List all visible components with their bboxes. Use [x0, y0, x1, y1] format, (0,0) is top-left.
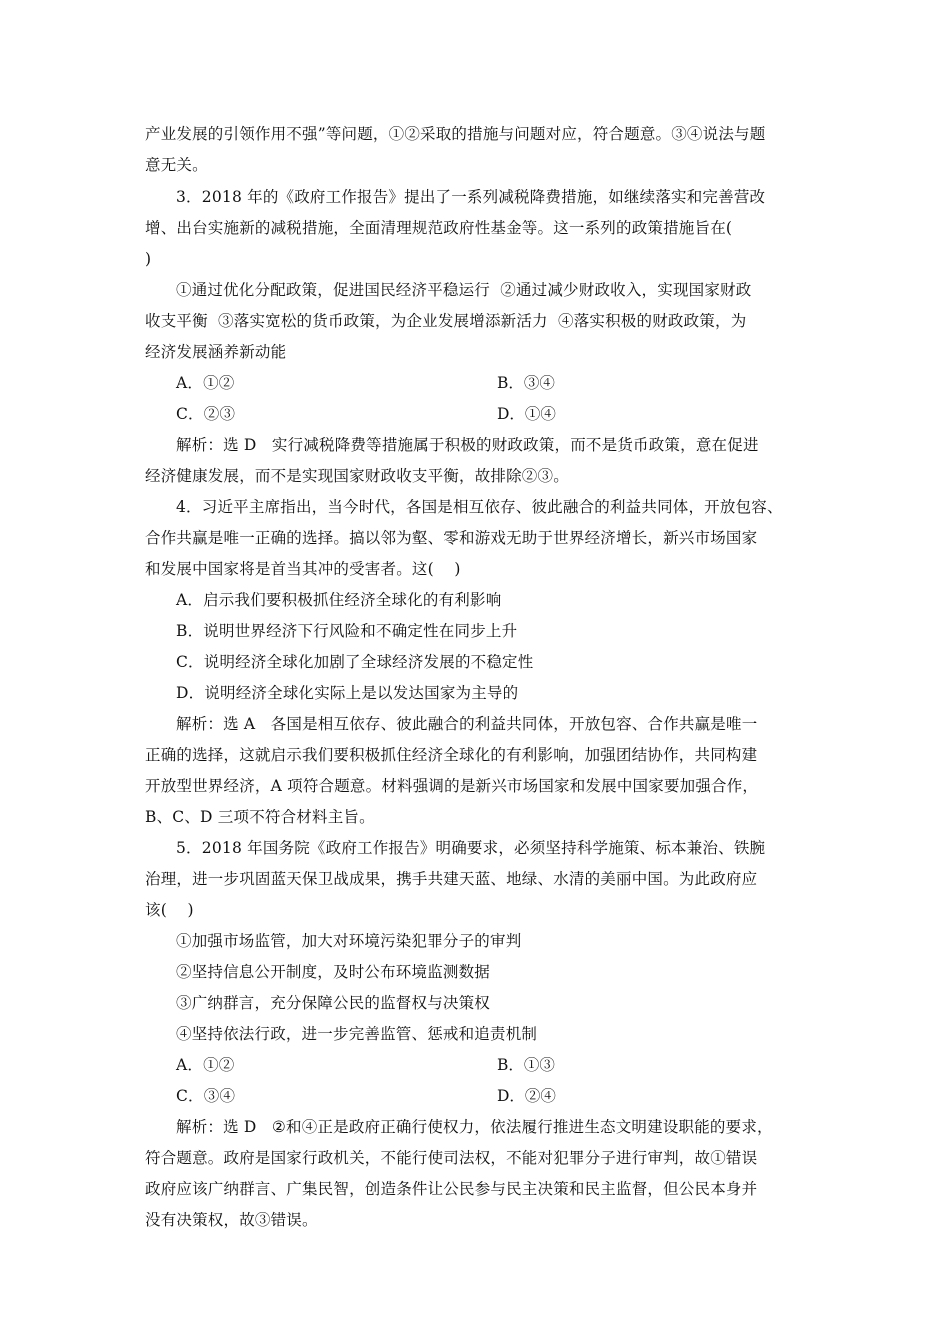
q3-stem-line: ) — [145, 250, 152, 268]
q4-analysis-line: 正确的选择，这就启示我们要积极抓住经济全球化的有利影响，加强团结协作，共同构建 — [145, 746, 758, 764]
q5-statement-line: ④坚持依法行政，进一步完善监管、惩戒和追责机制 — [176, 1025, 538, 1043]
q5-statement-line: ②坚持信息公开制度，及时公布环境监测数据 — [176, 963, 491, 981]
q4-stem-line: 和发展中国家将是首当其冲的受害者。这( ) — [145, 560, 461, 578]
q3-statement-line: ①通过优化分配政策，促进国民经济平稳运行 ②通过减少财政收入，实现国家财政 — [176, 281, 752, 299]
q5-analysis-line: 政府应该广纳群言、广集民智，创造条件让公民参与民主决策和民主监督，但公民本身并 — [145, 1180, 758, 1198]
q5-option-c: C．③④ — [176, 1087, 236, 1105]
q4-option-d: D．说明经济全球化实际上是以发达国家为主导的 — [176, 684, 519, 702]
q5-option-d: D．②④ — [497, 1087, 556, 1105]
q3-analysis-line: 经济健康发展，而不是实现国家财政收支平衡，故排除②③。 — [145, 467, 569, 485]
q5-analysis-line: 没有决策权，故③错误。 — [145, 1211, 318, 1229]
q5-analysis-line: 符合题意。政府是国家行政机关，不能行使司法权，不能对犯罪分子进行审判，故①错误 — [145, 1149, 758, 1167]
q3-stem-line: 3．2018 年的《政府工作报告》提出了一系列减税降费措施，如继续落实和完善营改 — [176, 188, 766, 206]
q4-analysis-line: B、C、D 三项不符合材料主旨。 — [145, 808, 375, 826]
q4-analysis-line: 解析：选 A 各国是相互依存、彼此融合的利益共同体，开放包容、合作共赢是唯一 — [176, 715, 758, 733]
q4-option-c: C．说明经济全球化加剧了全球经济发展的不稳定性 — [176, 653, 534, 671]
q2-analysis-line: 产业发展的引领作用不强”等问题，①②采取的措施与问题对应，符合题意。③④说法与题 — [145, 125, 766, 143]
q3-statement-line: 经济发展涵养新动能 — [145, 343, 287, 361]
q5-stem-line: 治理，进一步巩固蓝天保卫战成果，携手共建天蓝、地绿、水清的美丽中国。为此政府应 — [145, 870, 758, 888]
q3-statement-line: 收支平衡 ③落实宽松的货币政策，为企业发展增添新活力 ④落实积极的财政政策，为 — [145, 312, 747, 330]
q3-stem-line: 增、出台实施新的减税措施，全面清理规范政府性基金等。这一系列的政策措施旨在( — [145, 219, 733, 237]
q3-option-a: A．①② — [176, 374, 235, 392]
q4-stem-line: 4．习近平主席指出，当今时代，各国是相互依存、彼此融合的利益共同体，开放包容、 — [176, 498, 783, 516]
q5-analysis-line: 解析：选 D ②和④正是政府正确行使权力，依法履行推进生态文明建设职能的要求， — [176, 1118, 773, 1136]
q5-statement-line: ①加强市场监管，加大对环境污染犯罪分子的审判 — [176, 932, 522, 950]
q5-option-b: B．①③ — [497, 1056, 555, 1074]
q5-stem-line: 5．2018 年国务院《政府工作报告》明确要求，必须坚持科学施策、标本兼治、铁腕 — [176, 839, 766, 857]
q5-option-a: A．①② — [176, 1056, 235, 1074]
q3-option-d: D．①④ — [497, 405, 556, 423]
q5-stem-line: 该( ) — [145, 901, 194, 919]
q4-analysis-line: 开放型世界经济，A 项符合题意。材料强调的是新兴市场国家和发展中国家要加强合作， — [145, 777, 759, 795]
q3-analysis-line: 解析：选 D 实行减税降费等措施属于积极的财政政策，而不是货币政策，意在促进 — [176, 436, 759, 454]
q4-option-a: A．启示我们要积极抓住经济全球化的有利影响 — [176, 591, 502, 609]
q3-option-c: C．②③ — [176, 405, 236, 423]
q4-option-b: B．说明世界经济下行风险和不确定性在同步上升 — [176, 622, 518, 640]
q5-statement-line: ③广纳群言，充分保障公民的监督权与决策权 — [176, 994, 491, 1012]
q2-analysis-line: 意无关。 — [145, 156, 208, 174]
q4-stem-line: 合作共赢是唯一正确的选择。搞以邻为壑、零和游戏无助于世界经济增长，新兴市场国家 — [145, 529, 758, 547]
q3-option-b: B．③④ — [497, 374, 555, 392]
